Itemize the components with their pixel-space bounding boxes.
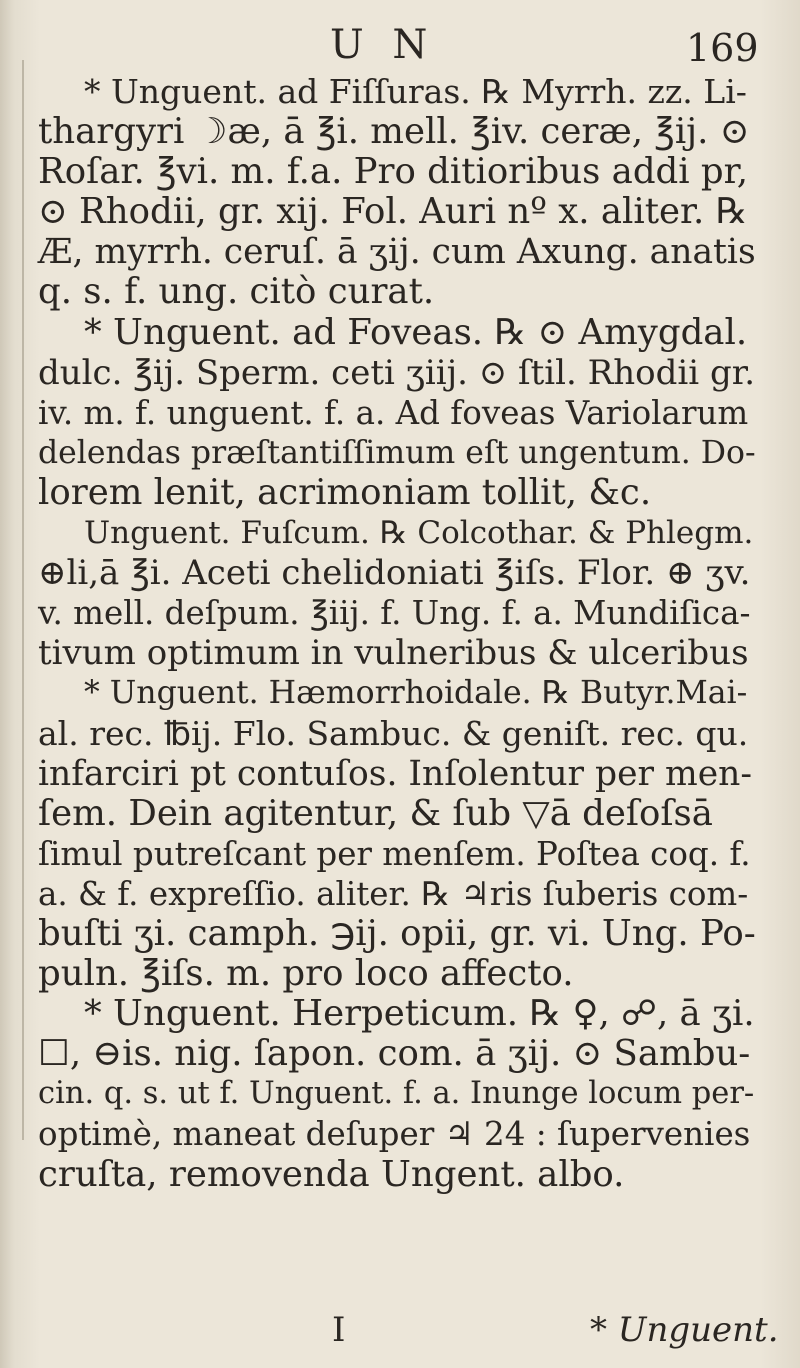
text-line: v. mell. deſpum. ℥iij. f. Ung. f. a. Mundiſica- [38,594,751,633]
text-line: puln. ℥iſs. m. pro loco affecto. [38,953,574,995]
text-line: * Unguent. Hæmorrhoidale. ℞ Butyr.Mai- [84,675,748,712]
text-line: tivum optimum in vulneribus & ulceribus [38,633,749,674]
text-line: dulc. ℥ij. Sperm. ceti ʒiij. ⊙ ſtil. Rhodii gr. [38,352,756,393]
text-line: ſimul putreſcant per menſem. Poſtea coq. f. [38,834,751,873]
text-line: Unguent. Fuſcum. ℞ Colcothar. & Phlegm. [84,515,754,552]
text-line: * Unguent. ad Foveas. ℞ ⊙ Amygdal. [84,311,748,353]
text-line: a. & f. expreſſio. aliter. ℞ ♃ris ſuberis com- [38,874,749,913]
catchword: * Unguent. [590,1310,779,1350]
text-line: cin. q. s. ut f. Unguent. f. a. Inunge locum per- [38,1076,755,1112]
signature-mark: I [332,1310,346,1350]
text-line: lorem lenit, acrimoniam tollit, &c. [38,471,652,513]
text-line: Æ, myrrh. ceruſ. ā ʒij. cum Axung. anatis [38,232,756,273]
page-number: 169 [686,26,759,70]
text-line: infarciri pt contuſos. Inſolentur per men- [38,753,752,794]
text-line: * Unguent. Herpeticum. ℞ ♀, ☍, ā ʒi. [84,993,755,1035]
text-line: ☐, ⊖is. nig. ſapon. com. ā ʒij. ⊙ Sambu- [38,1033,751,1075]
page-header [0,22,800,74]
text-line: buſti ʒi. camph. ℈ij. opii, gr. vi. Ung. Po- [38,912,756,954]
text-line: optimè, maneat deſuper ♃ 24 : ſupervenies [38,1115,751,1154]
text-line: thargyri ☽æ, ā ℥i. mell. ℥iv. ceræ, ℥ij. ⊙ [38,111,750,153]
text-line: al. rec. ℔ij. Flo. Sambuc. & geniſt. rec. qu. [38,713,749,753]
body-text [38,72,756,1195]
running-title: U N [330,22,436,68]
text-line: q. s. f. ung. citò curat. [38,271,435,313]
text-line: delendas præſtantiſſimum eſt ungentum. Do- [38,434,756,471]
binding-gutter [22,60,24,1140]
text-line: iv. m. f. unguent. f. a. Ad foveas Variolarum [38,393,749,432]
text-line: ſem. Dein agitentur, & ſub ▽ā deſoſsā [38,792,713,834]
text-line: cruſta, removenda Ungent. albo. [38,1153,625,1195]
text-line: Roſar. ℥vi. m. f.a. Pro ditioribus addi pr, [38,151,748,193]
text-line: ⊙ Rhodii, gr. xij. Fol. Auri nº x. aliter. ℞ [38,191,748,233]
page-footer [0,1310,800,1354]
text-line: * Unguent. ad Fiſſuras. ℞ Myrrh. zz. Li- [84,72,747,111]
text-line: ⊕li,ā ℥i. Aceti chelidoniati ℥iſs. Flor. ⊕ ʒv. [38,553,751,594]
